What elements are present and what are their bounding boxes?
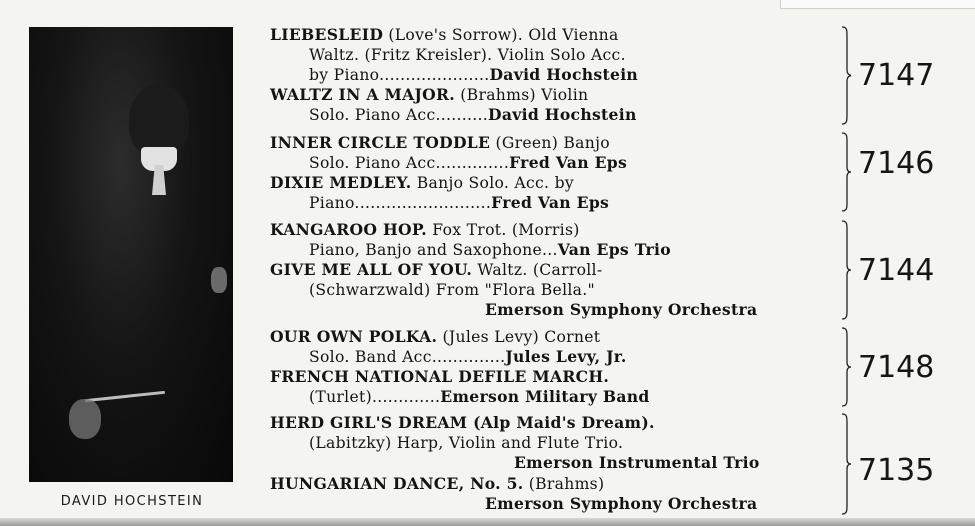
portrait-hand	[69, 399, 101, 439]
entry-line	[270, 367, 609, 387]
performer-name: Emerson Symphony Orchestra	[485, 494, 758, 513]
song-title: LIEBESLEID	[270, 25, 384, 44]
group-brace	[840, 327, 852, 407]
entry-line	[309, 347, 627, 367]
portrait-hand	[211, 267, 227, 293]
performer-name: Emerson Symphony Orchestra	[485, 300, 758, 319]
entry-detail: (Turlet).............	[309, 388, 441, 406]
entry-detail: (Labitzky) Harp, Violin and Flute Trio.	[309, 434, 624, 452]
entry-line	[514, 453, 760, 473]
portrait-violin-bow	[85, 391, 165, 402]
entry-detail: Solo. Piano Acc..............	[309, 154, 510, 172]
song-title: DIXIE MEDLEY.	[270, 173, 412, 192]
entry-line	[309, 105, 637, 125]
page-edge-top	[780, 0, 975, 9]
record-number: 7135	[858, 453, 935, 488]
entry-detail: Banjo Solo. Acc. by	[411, 174, 574, 192]
group-brace	[840, 413, 852, 515]
performer-name: Fred Van Eps	[509, 153, 628, 172]
entry-line	[485, 300, 757, 320]
entry-line	[270, 133, 610, 153]
entry-detail: (Love's Sorrow). Old Vienna	[383, 26, 619, 44]
entry-line	[309, 153, 627, 173]
record-number: 7148	[858, 350, 935, 385]
entry-line	[309, 193, 609, 213]
entry-detail: Piano, Banjo and Saxophone...	[309, 241, 558, 259]
entry-detail: Solo. Band Acc..............	[309, 348, 506, 366]
entry-line	[270, 220, 580, 240]
entry-detail: Solo. Piano Acc..........	[309, 106, 489, 124]
entry-line	[309, 433, 623, 453]
song-title: FRENCH NATIONAL DEFILE MARCH.	[270, 367, 610, 386]
entry-detail: (Green) Banjo	[490, 134, 610, 152]
entry-detail: Piano..........................	[309, 194, 492, 212]
entry-line	[270, 25, 619, 45]
performer-name: David Hochstein	[488, 105, 637, 124]
entry-line	[270, 327, 600, 347]
record-number: 7146	[858, 146, 935, 181]
performer-name: Emerson Military Band	[440, 387, 650, 406]
entry-line	[309, 65, 638, 85]
record-number: 7147	[858, 58, 935, 93]
song-title: HERD GIRL'S DREAM (Alp Maid's Dream).	[270, 413, 655, 432]
entry-line	[270, 260, 602, 280]
group-brace	[840, 132, 852, 212]
song-title: OUR OWN POLKA.	[270, 327, 438, 346]
entry-detail: (Schwarzwald) From "Flora Bella."	[309, 281, 595, 299]
record-number: 7144	[858, 253, 935, 288]
song-title: HUNGARIAN DANCE, No. 5.	[270, 474, 524, 493]
entry-detail: Waltz. (Fritz Kreisler). Violin Solo Acc.	[309, 46, 626, 64]
page-edge-bottom	[0, 518, 975, 526]
entry-line	[309, 280, 595, 300]
performer-name: Jules Levy, Jr.	[505, 347, 627, 366]
entry-line	[270, 474, 604, 494]
song-title: WALTZ IN A MAJOR.	[270, 85, 456, 104]
entry-detail: Fox Trot. (Morris)	[427, 221, 580, 239]
photo-caption: DAVID HOCHSTEIN	[60, 494, 204, 509]
entry-line	[309, 45, 626, 65]
entry-line	[309, 387, 650, 407]
entry-detail: by Piano.....................	[309, 66, 490, 84]
song-title: GIVE ME ALL OF YOU.	[270, 260, 473, 279]
performer-name: David Hochstein	[489, 65, 639, 84]
performer-name: Van Eps Trio	[557, 240, 671, 259]
song-title: KANGAROO HOP.	[270, 220, 428, 239]
entry-detail: (Jules Levy) Cornet	[437, 328, 601, 346]
group-brace	[840, 220, 852, 320]
performer-name: Fred Van Eps	[491, 193, 610, 212]
entry-line	[485, 494, 757, 514]
song-title: INNER CIRCLE TODDLE	[270, 133, 491, 152]
entry-detail: (Brahms) Violin	[455, 86, 589, 104]
entry-line	[309, 240, 671, 260]
entry-line	[270, 413, 655, 433]
entry-detail: (Brahms)	[523, 475, 605, 493]
entry-line	[270, 85, 588, 105]
entry-detail: Waltz. (Carroll-	[472, 261, 603, 279]
portrait-photo	[29, 27, 233, 482]
group-brace	[840, 26, 852, 125]
entry-line	[270, 173, 574, 193]
performer-name: Emerson Instrumental Trio	[514, 453, 760, 472]
